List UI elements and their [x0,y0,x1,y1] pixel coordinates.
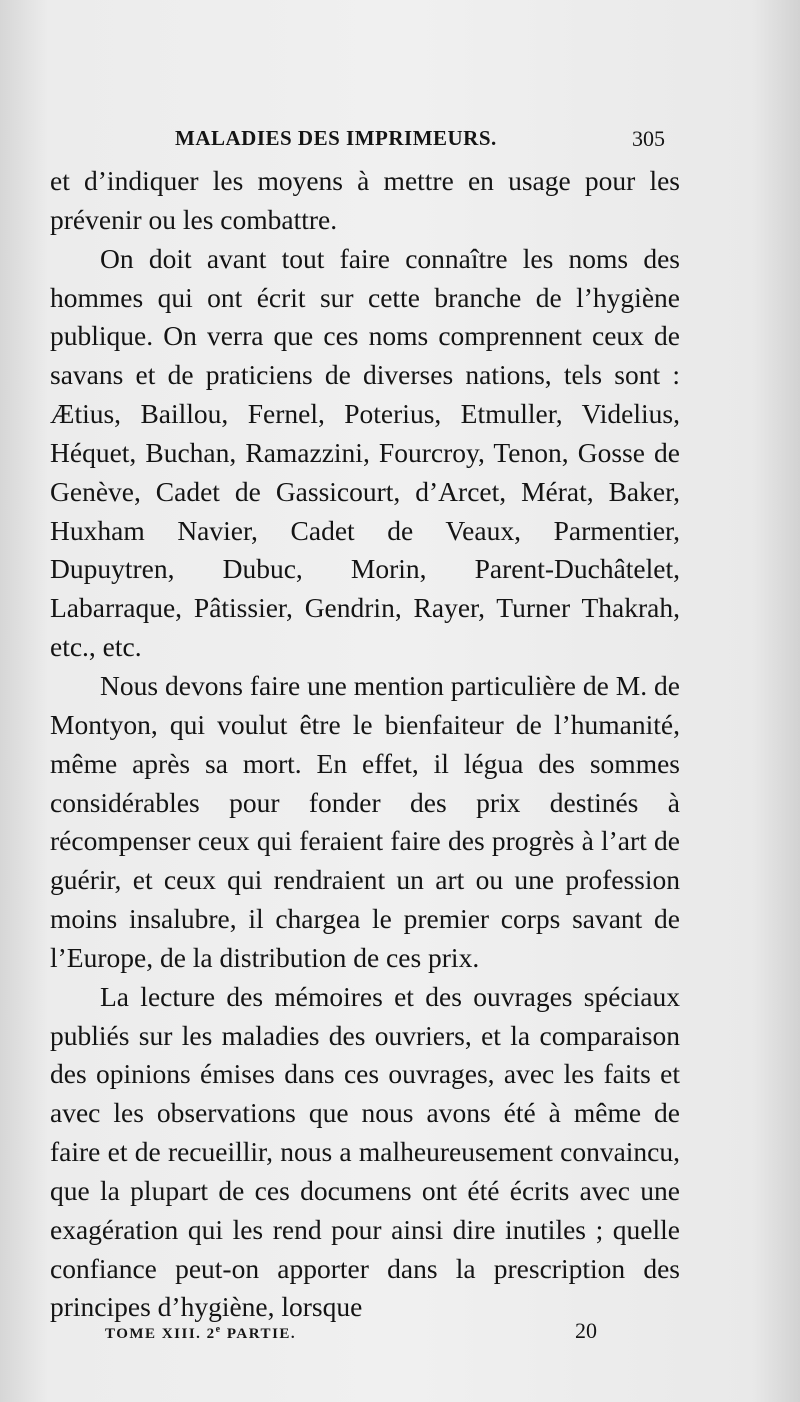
paragraph-continuation: et d’indiquer les moyens à mettre en usage pour les prévenir ou les combattre. [50,165,680,235]
running-title: MALADIES DES IMPRIMEURS. [175,126,497,150]
running-head [175,122,685,158]
paragraph: On doit avant tout faire connaître les noms des hommes qui ont écrit sur cette branche de l’hygiène publique. On verra que ces noms comprennent ceux de savans et de praticiens de diverses nations, tels sont : Ætius, Baillou, Fernel, Poterius, Etmuller, Videlius, Héquet, Buchan, Ramazzini, Fourcroy, Tenon, Gosse de Genève, Cadet de Gassicourt, d’Arcet, Mérat, Baker, Huxham Navier, Cadet de Veaux, Parmentier, Dupuytren, Dubuc, Morin, Parent-Duchâtelet, Labarraque, Pâtissier, Gendrin, Rayer, Turner Thakrah, etc., etc. [50,242,680,663]
page-number: 305 [632,126,665,151]
signature-sup: e [215,1324,222,1335]
sheet-mark: 20 [575,1318,597,1343]
paragraph: Nous devons faire une mention particulière de M. de Montyon, qui voulut être le bienfaiteur de l’humanité, même après sa mort. En effet, il légua des sommes considérables pour fonder des prix destinés à récompenser ceux qui feraient faire des progrès à l’art de guérir, et ceux qui rendraient un art ou une profession moins insalubre, il chargea le premier corps savant de l’Europe, de la distribution de ces prix. [50,669,680,973]
page-footer [105,1318,605,1350]
paragraph: La lecture des mémoires et des ouvrages spéciaux publiés sur les maladies des ouvriers, et la comparaison des opinions émises dans ces ouvrages, avec les faits et avec les observations que nous avons été à même de faire et de recueillir, nous a malheureusement convaincu, que la plupart de ces documens ont été écrits avec une exagération qui les rend pour ainsi dire inutiles ; quelle confiance peut-on apporter dans la prescription des principes d’hygiène, lorsque [50,980,680,1323]
signature-suffix: PARTIE. [221,1326,297,1342]
volume-signature [105,1324,296,1343]
signature-prefix: TOME XIII. 2 [105,1326,216,1342]
text-block [50,162,680,1327]
